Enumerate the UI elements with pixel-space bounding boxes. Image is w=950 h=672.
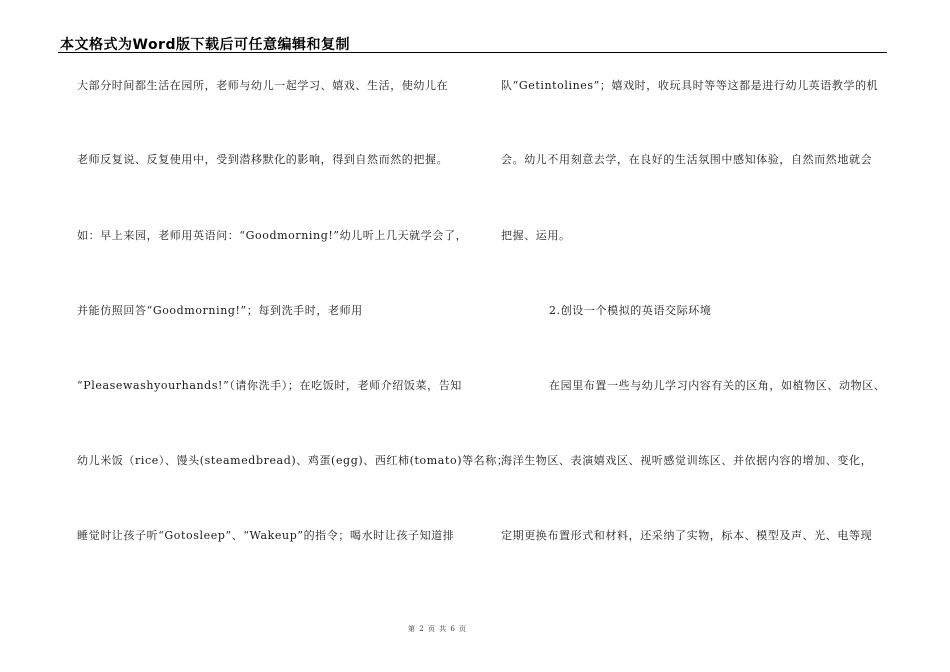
page-header-title: 本文格式为Word版下载后可任意编辑和复制 [60, 37, 350, 53]
left-line-7: 睡觉时让孩子听“Gotosleep”、“Wakeup”的指令；喝水时让孩子知道排 [77, 529, 455, 542]
right-line-3: 把握、运用。 [501, 229, 571, 242]
left-line-3: 如：早上来园，老师用英语问：“Goodmorning!”幼儿听上几天就学会了， [77, 229, 468, 242]
right-line-6: 海洋生物区、表演嬉戏区、视听感觉训练区、并依据内容的增加、变化， [501, 454, 873, 467]
page-number-footer: 第 2 页 共 6 页 [407, 625, 468, 633]
left-line-5: “Pleasewashyourhands!”（请你洗手）；在吃饭时，老师介绍饭菜，告知 [77, 379, 462, 392]
left-line-6: 幼儿米饭（rice）、馒头(steamedbread)、鸡蛋(egg)、西红柿(tomato)等名称； [77, 454, 509, 467]
right-line-2: 会。幼儿不用刻意去学，在良好的生活氛围中感知体验，自然而然地就会 [501, 153, 873, 166]
right-line-5: 在园里布置一些与幼儿学习内容有关的区角，如植物区、动物区、 [549, 379, 886, 392]
right-line-1: 队“Getintolines”；嬉戏时，收玩具时等等这都是进行幼儿英语教学的机 [501, 79, 879, 92]
left-line-1: 大部分时间都生活在园所，老师与幼儿一起学习、嬉戏、生活，使幼儿在 [77, 79, 449, 92]
left-line-4: 并能仿照回答“Goodmorning!”；每到洗手时，老师用 [77, 304, 363, 317]
header-rule [58, 52, 887, 53]
section-heading: 2.创设一个模拟的英语交际环境 [549, 304, 712, 317]
right-line-7: 定期更换布置形式和材料，还采纳了实物，标本、模型及声、光、电等现 [501, 529, 873, 542]
left-line-2: 老师反复说、反复使用中，受到潜移默化的影响，得到自然而然的把握。 [77, 153, 449, 166]
